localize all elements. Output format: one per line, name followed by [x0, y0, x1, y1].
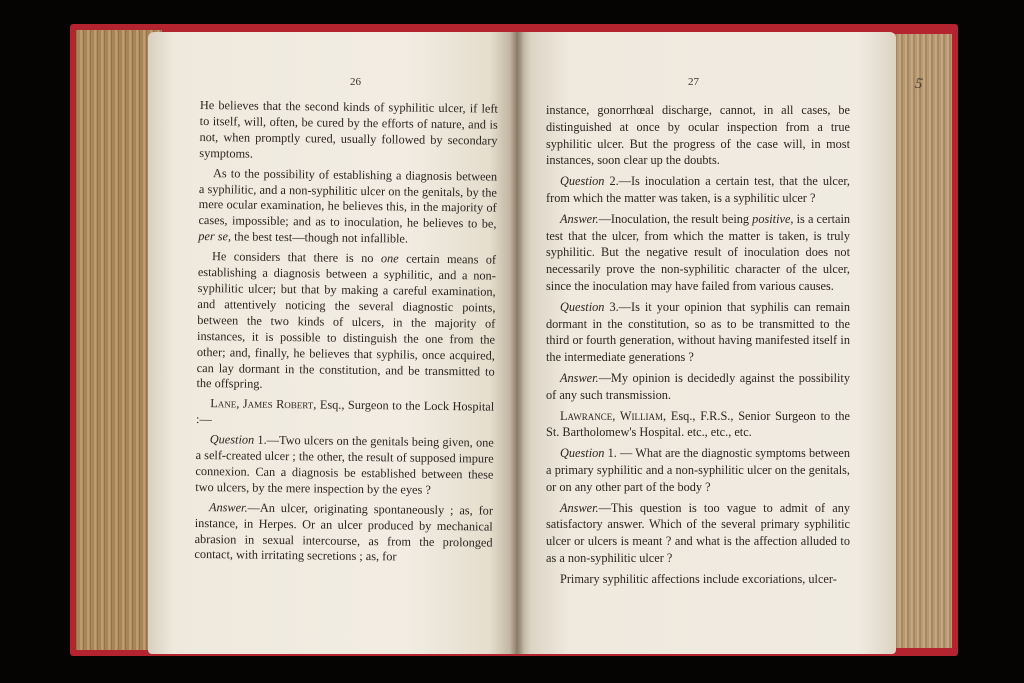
respondent-heading: Lane, James Robert, Esq., Surgeon to the Lock Hospital :—	[195, 396, 495, 427]
answer: Answer.—Inoculation, the result being positive, is a certain test that the ulcer, from which the matter is taken, is truly syphilitic. But the negative result of inoculation does not necessarily prove the non-syphilitic character of the ulcer, since the inoculation may have failed from various causes.	[546, 211, 851, 293]
left-page-text	[194, 98, 498, 571]
respondent-name: Lane, James Robert,	[210, 396, 317, 412]
left-page	[148, 32, 516, 654]
respondent-heading: Lawrance, William, Esq., F.R.S., Senior Surgeon to the St. Bartholomew's Hospital. etc., etc., etc.	[546, 408, 850, 440]
answer: Answer.—This question is too vague to admit of any satisfactory answer. Which of the several primary syphilitic ulcer or ulcers is meant ? and what is the affection alluded to as a non-syphilitic ulcer ?	[546, 500, 850, 565]
right-page-text	[546, 102, 850, 592]
paragraph: Primary syphilitic affections include excoriations, ulcer-	[560, 571, 837, 586]
answer: Answer.—An ulcer, originating spontaneously ; as, for instance, in Herpes. Or an ulcer produced by mechanical abrasion in sexual intercourse, as from the prolonged contact, with irritating secretions ; as, for	[194, 499, 494, 564]
paragraph: instance, gonorrhœal discharge, cannot, in all cases, be distinguished at once by ocular inspection from a true syphilitic ulcer. But the progress of the case will, in most instances, soon clear up the doubts.	[546, 103, 850, 168]
answer: Answer.—My opinion is decidedly against the possibility of any such transmission.	[546, 370, 850, 402]
pencil-margin-note: 5	[913, 75, 924, 93]
question: Question 1. — What are the diagnostic symptoms between a primary syphilitic and a non-syphilitic ulcer on the genitals, or on any other part of the body ?	[546, 446, 850, 494]
page-number: 27	[688, 76, 699, 88]
paragraph: He considers that there is no one certain means of establishing a diagnosis between a syphilitic, and a non-syphilitic ulcer; but that by making a careful examination, and attentively noticing the several diagnostic points, between the two kinds of ulcers, in the majority of instances, it is possible to distinguish the one from the other; and, finally, he believes that syphilis, once acquired, can lay dormant in the constitution, and be transmitted to the offspring.	[196, 249, 497, 392]
right-page	[516, 32, 896, 654]
paragraph: He believes that the second kinds of syphilitic ulcer, if left to itself, will, often, be cured by the efforts of nature, and is not, when promptly cured, usually followed by secondary symptoms.	[199, 98, 498, 161]
question: Question 1.—Two ulcers on the genitals being given, one a self-created ulcer ; the other, the result of supposed impure connexion. Can a diagnosis be established between these two ulcers, by the mere inspection by the eyes ?	[195, 432, 494, 497]
respondent-name: Lawrance, William,	[560, 408, 667, 423]
book-spine-shadow	[510, 32, 524, 654]
page-number: 26	[350, 76, 361, 88]
question: Question 2.—Is inoculation a certain test, that the ulcer, from which the matter was taken, is a syphilitic ulcer ?	[546, 174, 851, 205]
paragraph: As to the possibility of establishing a diagnosis between a syphilitic, and a non-syphilitic ulcer on the genitals, by the mere ocular examination, he believes this, in the majority of cases, impossible; and as to inoculation, he believes to be, per se, the best test—though not infallible.	[198, 165, 498, 246]
question: Question 3.—Is it your opinion that syphilis can remain dormant in the constitution, so as to be transmitted to the third or fourth generation, without having manifested itself in the intermediate generations ?	[546, 299, 850, 365]
